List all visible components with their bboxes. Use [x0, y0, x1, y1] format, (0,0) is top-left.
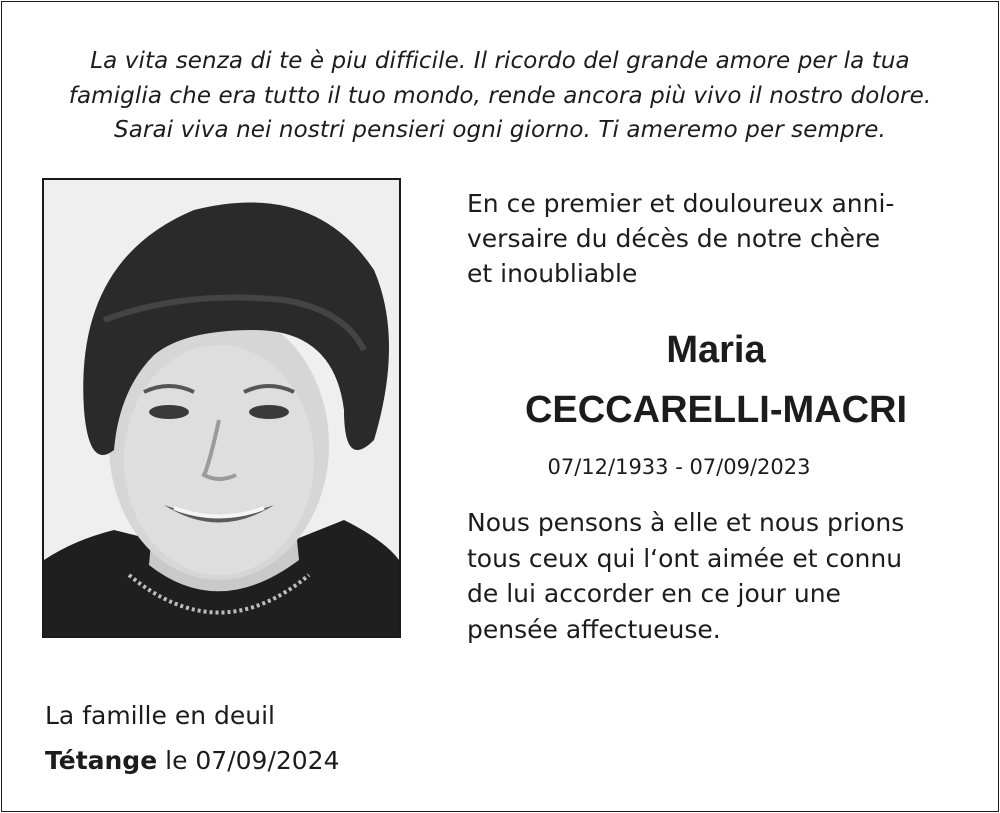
deceased-last-name: CECCARELLI-MACRI — [524, 389, 908, 431]
message-line: de lui accorder en ce jour une — [467, 579, 841, 608]
portrait-photo — [42, 178, 401, 638]
publication-date: le 07/09/2024 — [157, 746, 340, 775]
intro-line: et inoubliable — [467, 259, 638, 288]
obituary-card — [1, 1, 999, 812]
place-date-line — [45, 744, 339, 778]
intro-line: En ce premier et douloureux anni- — [467, 189, 895, 218]
message-line: tous ceux qui l‘ont aimée et connu — [467, 543, 903, 573]
intro-line: versaire du décès de notre chère — [467, 224, 881, 253]
intro-text — [467, 186, 967, 291]
poem-line: La vita senza di te è piu difficile. Il ricordo del grande amore per la tua — [90, 48, 910, 74]
place-name: Tétange — [45, 746, 158, 775]
life-dates: 07/12/1933 - 07/09/2023 — [547, 455, 811, 479]
portrait-image — [44, 180, 399, 636]
italian-poem — [22, 44, 978, 148]
poem-line: famiglia che era tutto il tuo mondo, rende ancora più vivo il nostro dolore. — [68, 82, 932, 109]
deceased-first-name: Maria — [666, 329, 766, 371]
family-signature: La famille en deuil — [45, 701, 275, 730]
message-line: Nous pensons à elle et nous prions — [467, 508, 905, 537]
poem-line: Sarai viva nei nostri pensieri ogni giorno. Ti ameremo per sempre. — [114, 117, 886, 143]
message-line: pensée affectueuse. — [467, 614, 721, 644]
message-text — [467, 505, 967, 647]
